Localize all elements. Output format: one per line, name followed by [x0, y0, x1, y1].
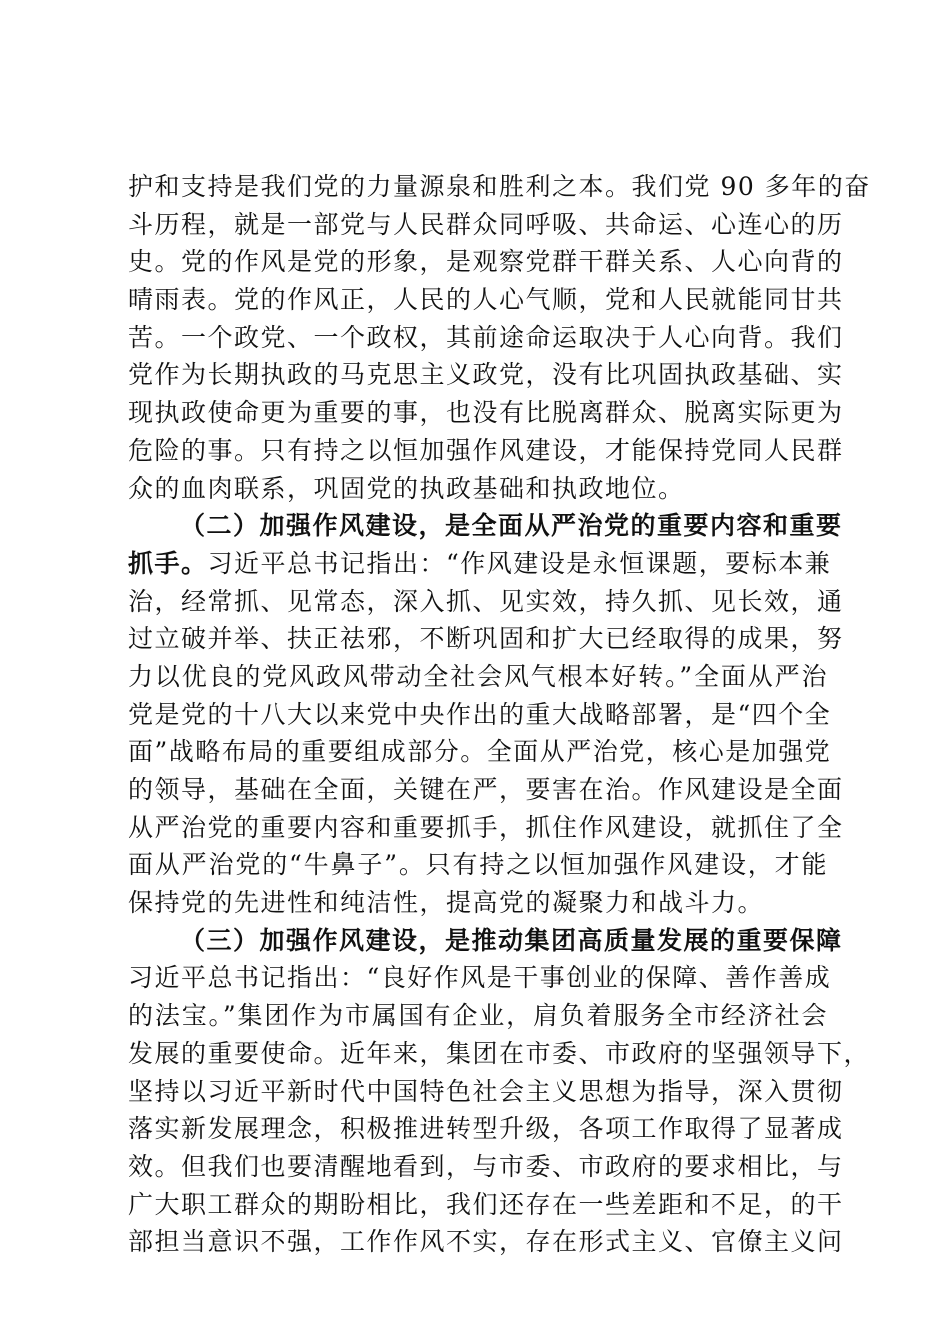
section-heading: （三）加强作风建设，是推动集团高质量发展的重要保障: [180, 925, 843, 955]
text-line: 面从严治党的“牛鼻子”。只有持之以恒加强作风建设，才能: [128, 850, 828, 880]
text-line: 坚持以习近平新时代中国特色社会主义思想为指导，深入贯彻: [128, 1076, 844, 1106]
text-line: 党作为长期执政的马克思主义政党，没有比巩固执政基础、实: [128, 360, 844, 390]
text-line: 治，经常抓、见常态，深入抓、见实效，持久抓、见长效，通: [128, 586, 844, 616]
text-line: 保持党的先进性和纯洁性，提高党的凝聚力和战斗力。: [128, 888, 765, 918]
text-line: 斗历程，就是一部党与人民群众同呼吸、共命运、心连心的历: [128, 209, 844, 239]
text-line: 现执政使命更为重要的事，也没有比脱离群众、脱离实际更为: [128, 398, 844, 428]
text-line: 发展的重要使命。近年来，集团在市委、市政府的坚强领导下，: [128, 1038, 871, 1068]
section-heading: （二）加强作风建设，是全面从严治党的重要内容和重要: [180, 511, 843, 541]
text-line: 的领导，基础在全面，关键在严，要害在治。作风建设是全面: [128, 775, 844, 804]
text-segment: 习近平总书记指出：“作风建设是永恒课题，要标本兼: [207, 548, 832, 578]
text-line: 过立破并举、扶正祛邪，不断巩固和扩大已经取得的成果，努: [128, 624, 844, 654]
paragraph-3: [128, 922, 871, 1261]
text-line: 习近平总书记指出：“良好作风是干事创业的保障、善作善成: [128, 963, 832, 993]
text-line: 广大职工群众的期盼相比，我们还存在一些差距和不足，的干: [128, 1189, 844, 1219]
text-line: 从严治党的重要内容和重要抓手，抓住作风建设，就抓住了全: [128, 812, 844, 842]
text-line: 面”战略布局的重要组成部分。全面从严治党，核心是加强党: [128, 737, 832, 767]
text-line: 落实新发展理念，积极推进转型升级，各项工作取得了显著成: [128, 1114, 844, 1144]
body-text: [128, 168, 871, 1261]
text-line: 力以优良的党风政风带动全社会风气根本好转。”全面从严治: [128, 661, 828, 691]
text-line: 危险的事。只有持之以恒加强作风建设，才能保持党同人民群: [128, 435, 844, 465]
text-line: 效。但我们也要清醒地看到，与市委、市政府的要求相比，与: [128, 1151, 844, 1181]
paragraph-1: [128, 168, 871, 507]
text-line: [128, 545, 832, 583]
section-heading-end: 抓手。: [128, 548, 208, 578]
text-line: 晴雨表。党的作风正，人民的人心气顺，党和人民就能同甘共: [128, 285, 844, 315]
text-line: 众的血肉联系，巩固党的执政基础和执政地位。: [128, 473, 685, 503]
text-line: 史。党的作风是党的形象，是观察党群干群关系、人心向背的: [128, 247, 844, 277]
paragraph-2: [128, 507, 844, 922]
text-line: 的法宝。”集团作为市属国有企业，肩负着服务全市经济社会: [128, 1001, 828, 1031]
text-line: 苦。一个政党、一个政权，其前途命运取决于人心向背。我们: [128, 322, 844, 352]
text-line: 党是党的十八大以来党中央作出的重大战略部署，是“四个全: [128, 699, 832, 729]
text-line: 部担当意识不强，工作作风不实，存在形式主义、官僚主义问: [128, 1227, 844, 1257]
text-line: 护和支持是我们党的力量源泉和胜利之本。我们党 90 多年的奋: [128, 172, 871, 201]
